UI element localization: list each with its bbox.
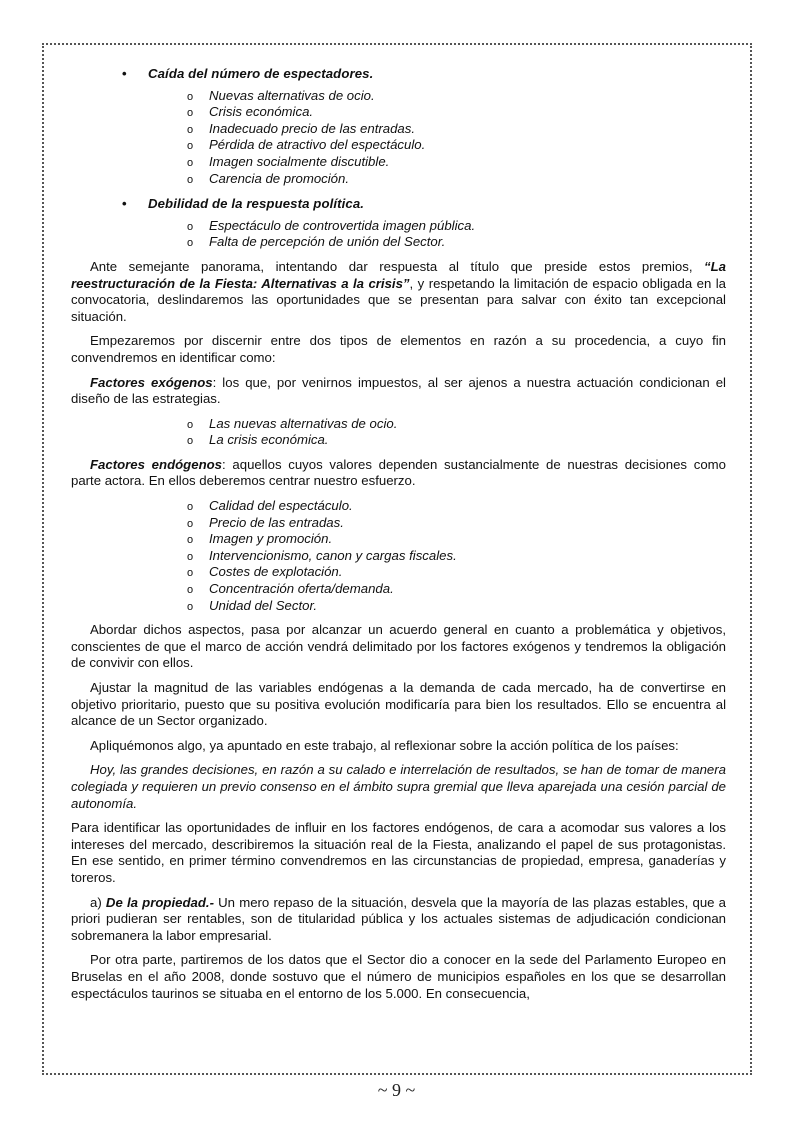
list-item-text: Unidad del Sector.: [209, 597, 318, 613]
section-label: a): [90, 894, 106, 910]
sub-bullet-icon: o: [187, 90, 194, 103]
sub-bullet-icon: o: [187, 237, 194, 250]
list-item: [71, 121, 726, 138]
sub-bullet-icon: o: [187, 220, 194, 233]
paragraph: Abordar dichos aspectos, pasa por alcanzar un acuerdo general en cuanto a problemática y objetivos, conscientes de que el marco de acción vendrá delimitado por los factores exógenos y tendremos la obligación de convivir con ellos.: [71, 622, 726, 671]
list-item-text: Falta de percepción de unión del Sector.: [209, 234, 446, 250]
bullet-icon: •: [122, 196, 127, 212]
sub-bullet-icon: o: [187, 567, 194, 580]
list-item: [71, 548, 726, 565]
sub-bullet-icon: o: [187, 600, 194, 613]
list-item: [71, 234, 726, 251]
list-item-text: Calidad del espectáculo.: [209, 498, 353, 514]
sub-bullet-icon: o: [187, 107, 194, 120]
paragraph: [71, 457, 726, 490]
term-label: Factores endógenos: [90, 456, 223, 472]
paragraph: Para identificar las oportunidades de influir en los factores endógenos, de cara a acomodar sus valores a los intereses del mercado, describiremos la situación real de la Fiesta, analizando el papel de sus protagonistas. En ese sentido, en primer término convendremos en las circunstancias de propiedad, empresa, ganaderías y toreros.: [71, 820, 726, 885]
sub-bullet-icon: o: [187, 501, 194, 514]
list-item: [71, 416, 726, 433]
sub-bullet-icon: o: [187, 418, 194, 431]
sub-bullet-icon: o: [187, 123, 194, 136]
list-item: [71, 137, 726, 154]
quote-paragraph: Hoy, las grandes decisiones, en razón a su calado e interrelación de resultados, se han de tomar de manera colegiada y requieren un previo consenso en el ámbito supra gremial que lleva aparejada una cesión parcial de autonomía.: [71, 762, 726, 811]
list-item: [71, 531, 726, 548]
list-item-text: Intervencionismo, canon y cargas fiscales.: [209, 547, 457, 563]
paragraph: Ajustar la magnitud de las variables endógenas a la demanda de cada mercado, ha de convertirse en objetivo prioritario, puesto que su positiva evolución modificaría para bien los resultados. Ello se encuentra al alcance de un Sector organizado.: [71, 680, 726, 729]
list-item-text: Pérdida de atractivo del espectáculo.: [209, 137, 426, 153]
list-item: [71, 598, 726, 615]
bullet-heading: [71, 66, 726, 83]
sub-bullet-icon: o: [187, 140, 194, 153]
list-item: [71, 498, 726, 515]
sub-bullet-icon: o: [187, 534, 194, 547]
list-item: [71, 88, 726, 105]
list-item-text: Costes de explotación.: [209, 564, 343, 580]
paragraph: [71, 895, 726, 945]
list-item: [71, 515, 726, 532]
list-item: [71, 104, 726, 121]
page-number: ~ 9 ~: [377, 1080, 416, 1100]
bullet-title: Debilidad de la respuesta política.: [148, 196, 365, 212]
paragraph-text: Ante semejante panorama, intentando dar respuesta al título que preside estos premios,: [90, 258, 705, 274]
list-item: [71, 432, 726, 449]
bullet-title: Caída del número de espectadores.: [148, 66, 374, 81]
list-item-text: La crisis económica.: [209, 432, 329, 448]
sub-list: [71, 218, 726, 251]
bullet-heading: [71, 196, 726, 213]
bullet-icon: •: [122, 66, 127, 81]
list-item: [71, 564, 726, 581]
list-item-text: Espectáculo de controvertida imagen pública.: [209, 217, 476, 233]
list-item-text: Nuevas alternativas de ocio.: [209, 87, 375, 103]
list-item: [71, 171, 726, 188]
sub-bullet-icon: o: [187, 156, 194, 169]
quoted-title: “La reestructuración de la Fiesta: Alternativas a la crisis”: [71, 258, 726, 291]
sub-list: [71, 498, 726, 614]
page-content: [71, 66, 726, 1010]
sub-list: [71, 416, 726, 449]
paragraph-text: : los que, por venirnos impuestos, al ser ajenos a nuestra actuación condicionan el diseño de las estrategias.: [71, 374, 726, 407]
paragraph: [71, 375, 726, 408]
sub-list: [71, 88, 726, 188]
paragraph-text: Un mero repaso de la situación, desvela que la mayoría de las plazas estables, que a priori pudieran ser rentables, son de titularidad pública y los actuales sistemas de adjudicación condicionan sobremanera la labor empresarial.: [71, 894, 727, 943]
sub-bullet-icon: o: [187, 517, 194, 530]
list-item-text: Crisis económica.: [209, 104, 314, 120]
list-item-text: Concentración oferta/demanda.: [209, 581, 394, 597]
term-label: Factores exógenos: [90, 374, 213, 390]
list-item: [71, 154, 726, 171]
sub-bullet-icon: o: [187, 173, 194, 186]
paragraph: Empezaremos por discernir entre dos tipos de elementos en razón a su procedencia, a cuyo fin convendremos en identificar como:: [71, 333, 726, 365]
paragraph: Por otra parte, partiremos de los datos que el Sector dio a conocer en la sede del Parlamento Europeo en Bruselas en el año 2008, donde sostuvo que el número de municipios españoles en los que se desarrollan espectáculos taurinos se situaba en el entorno de los 5.000. En consecuencia,: [71, 952, 726, 1001]
list-item-text: Las nuevas alternativas de ocio.: [209, 415, 398, 431]
list-item-text: Inadecuado precio de las entradas.: [209, 120, 416, 136]
paragraph: Apliquémonos algo, ya apuntado en este trabajo, al reflexionar sobre la acción política de los países:: [90, 737, 679, 753]
sub-bullet-icon: o: [187, 435, 194, 448]
term-label: De la propiedad.-: [105, 894, 214, 910]
paragraph: [71, 259, 726, 325]
list-item: [71, 218, 726, 235]
list-item-text: Imagen y promoción.: [209, 531, 333, 547]
list-item-text: Carencia de promoción.: [209, 170, 350, 186]
list-item: [71, 581, 726, 598]
list-item-text: Precio de las entradas.: [209, 514, 344, 530]
sub-bullet-icon: o: [187, 584, 194, 597]
paragraph-text: : aquellos cuyos valores dependen sustancialmente de nuestras decisiones como parte actora. En ellos deberemos centrar nuestro esfuerzo.: [71, 456, 726, 489]
sub-bullet-icon: o: [187, 550, 194, 563]
list-item-text: Imagen socialmente discutible.: [209, 153, 390, 169]
paragraph-text: , y respetando la limitación de espacio obligada en la convocatoria, deslindaremos las oportunidades que se presentan para salvar con éxito tan excepcional situación.: [71, 275, 726, 324]
